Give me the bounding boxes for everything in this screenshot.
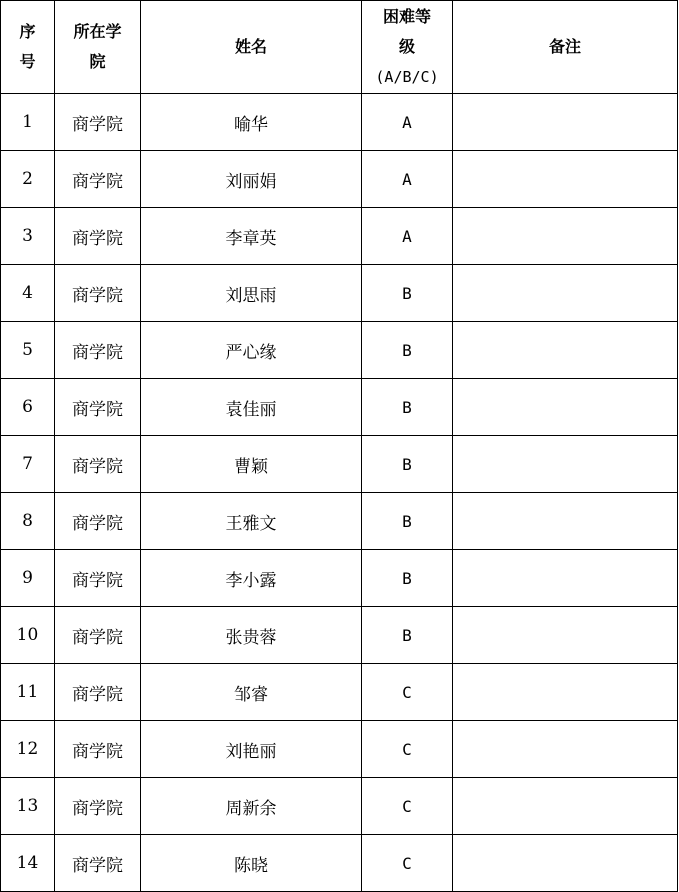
header-name: 姓名 (141, 1, 362, 94)
cell-level: B (362, 493, 453, 550)
cell-college: 商学院 (55, 721, 141, 778)
table-row (1, 322, 678, 379)
table-row (1, 550, 678, 607)
cell-level: A (362, 94, 453, 151)
table-row (1, 436, 678, 493)
cell-seq: 11 (1, 664, 55, 721)
cell-college: 商学院 (55, 94, 141, 151)
cell-level: C (362, 721, 453, 778)
cell-name: 喻华 (141, 94, 362, 151)
cell-college: 商学院 (55, 778, 141, 835)
cell-level: B (362, 265, 453, 322)
cell-seq: 7 (1, 436, 55, 493)
table-row (1, 607, 678, 664)
cell-college: 商学院 (55, 664, 141, 721)
cell-name: 曹颖 (141, 436, 362, 493)
cell-name: 刘丽娟 (141, 151, 362, 208)
cell-college: 商学院 (55, 379, 141, 436)
table-body (1, 94, 678, 892)
cell-note (453, 550, 678, 607)
cell-seq: 5 (1, 322, 55, 379)
header-level-label: 困难等 级 (382, 7, 431, 56)
cell-level: A (362, 208, 453, 265)
cell-note (453, 436, 678, 493)
table-header (1, 1, 678, 94)
cell-note (453, 493, 678, 550)
cell-name: 王雅文 (141, 493, 362, 550)
cell-seq: 1 (1, 94, 55, 151)
cell-name: 李章英 (141, 208, 362, 265)
header-row (1, 1, 678, 94)
cell-name: 李小露 (141, 550, 362, 607)
header-note: 备注 (453, 1, 678, 94)
cell-college: 商学院 (55, 208, 141, 265)
table-row (1, 721, 678, 778)
cell-level: A (362, 151, 453, 208)
cell-level: B (362, 322, 453, 379)
cell-level: B (362, 379, 453, 436)
header-seq: 序 号 (1, 1, 55, 94)
cell-seq: 10 (1, 607, 55, 664)
table-row (1, 208, 678, 265)
cell-name: 陈晓 (141, 835, 362, 892)
cell-college: 商学院 (55, 436, 141, 493)
cell-level: C (362, 778, 453, 835)
cell-level: C (362, 835, 453, 892)
table-row (1, 379, 678, 436)
cell-name: 刘思雨 (141, 265, 362, 322)
cell-note (453, 208, 678, 265)
cell-college: 商学院 (55, 265, 141, 322)
cell-name: 严心缘 (141, 322, 362, 379)
cell-college: 商学院 (55, 322, 141, 379)
cell-college: 商学院 (55, 493, 141, 550)
header-level (362, 1, 453, 94)
cell-note (453, 322, 678, 379)
cell-seq: 6 (1, 379, 55, 436)
cell-note (453, 664, 678, 721)
cell-level: B (362, 436, 453, 493)
table-row (1, 664, 678, 721)
cell-name: 邹睿 (141, 664, 362, 721)
cell-note (453, 721, 678, 778)
cell-name: 袁佳丽 (141, 379, 362, 436)
cell-seq: 8 (1, 493, 55, 550)
cell-college: 商学院 (55, 550, 141, 607)
cell-level: C (362, 664, 453, 721)
cell-note (453, 778, 678, 835)
table-row (1, 778, 678, 835)
cell-college: 商学院 (55, 607, 141, 664)
cell-seq: 14 (1, 835, 55, 892)
cell-seq: 4 (1, 265, 55, 322)
cell-note (453, 94, 678, 151)
cell-seq: 9 (1, 550, 55, 607)
cell-note (453, 265, 678, 322)
cell-name: 周新余 (141, 778, 362, 835)
cell-note (453, 151, 678, 208)
table-row (1, 151, 678, 208)
table-row (1, 265, 678, 322)
cell-note (453, 607, 678, 664)
table-row (1, 493, 678, 550)
cell-note (453, 379, 678, 436)
cell-name: 刘艳丽 (141, 721, 362, 778)
cell-seq: 12 (1, 721, 55, 778)
cell-college: 商学院 (55, 835, 141, 892)
cell-college: 商学院 (55, 151, 141, 208)
cell-name: 张贵蓉 (141, 607, 362, 664)
cell-seq: 3 (1, 208, 55, 265)
cell-note (453, 835, 678, 892)
table-row (1, 835, 678, 892)
cell-level: B (362, 607, 453, 664)
cell-seq: 2 (1, 151, 55, 208)
cell-seq: 13 (1, 778, 55, 835)
cell-level: B (362, 550, 453, 607)
table-row (1, 94, 678, 151)
header-college: 所在学 院 (55, 1, 141, 94)
header-level-code: (A/B/C) (375, 68, 439, 86)
